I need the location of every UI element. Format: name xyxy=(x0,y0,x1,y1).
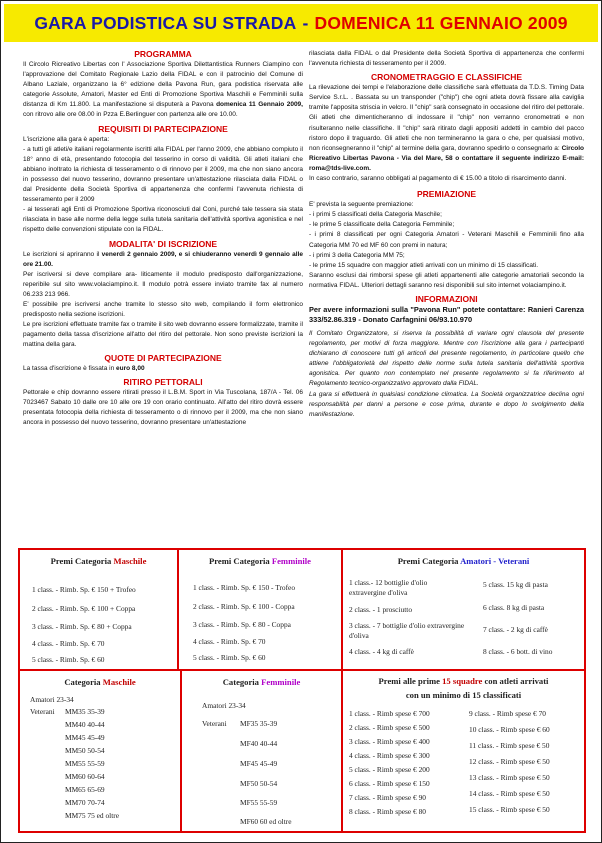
premi-amatori-title-label: Premi Categoria xyxy=(397,556,459,566)
premi-squadre-row: 5 class. - Rimb spese € 200 xyxy=(349,765,430,774)
categoria-femminile-title xyxy=(182,677,341,687)
premi-maschile-title-label: Premi Categoria xyxy=(50,556,112,566)
categoria-femminile-row: MF50 50-54 xyxy=(240,779,278,788)
premi-maschile-row: 4 class. - Rimb. Sp. € 70 xyxy=(32,639,105,648)
premi-femminile-cell xyxy=(179,550,341,669)
premi-squadre-cell xyxy=(343,671,584,833)
premi-amatori-row: 8 class. - 6 bott. di vino xyxy=(483,647,553,656)
premi-femminile-row: 3 class. - Rimb. Sp. € 80 - Coppa xyxy=(193,620,291,629)
categoria-femminile-row: MF60 60 ed oltre xyxy=(240,817,292,826)
premi-squadre-row: 10 class. - Rimb spese € 60 xyxy=(469,725,550,734)
left-column xyxy=(23,49,303,428)
modalita-text-part1: Le iscrizioni si apriranno il xyxy=(23,250,100,258)
ritiro-heading: RITIRO PETTORALI xyxy=(123,376,203,387)
modalita-dates: venerdì 2 gennaio 2009, e si chiuderanno venerdì 9 gennaio alle ore 21.00. xyxy=(23,250,304,268)
premi-amatori-title xyxy=(343,556,584,566)
continuation-text: rilasciata dalla FIDAL o dal Presidente della Società Sportiva di appartenenza che confermi l'avvenuta richiesta di tesseramento per il 2009. xyxy=(309,50,584,68)
premi-femminile-title-cat: Femminile xyxy=(271,556,311,566)
categoria-femminile-title-label: Categoria xyxy=(222,677,259,687)
requisiti-text: L'iscrizione alla gara è aperta: - a tutti gli atleti/e italiani regolarmente iscritti alla FIDAL per l'anno 2009, che abbiano compiuto il 18° anno di età, presentando fotocopia del tesserino in corso di validità. Gli atleti italiani che abbiano inoltrato la richiesta di tesseramento o di rinnovo per il 2009, ma che non siano ancora in possesso del nuovo tesserino, dovranno presentare un'attestazione rilasciata dalla FIDAL o dal Presidente della Società Sportiva di appartenenza che confermi l'avvenuta richiesta di tesseramento per il 2009 - ai tesserati agli Enti di Promozione Sportiva riconosciuti dal Coni, purché tale tessera sia stata rilasciata in base alle norme della legge sulla tutela sanitaria dell'attività sportiva agonistica e nel rispetto delle convenzioni stipulate con la FIDAL. xyxy=(23,135,303,234)
modalita-text-b: Per iscriversi si deve compilare ara- liticamente il modulo predisposto dall'organizzazione, reperibile sul sito www.volaciampino.it. Il modulo potrà essere inviato tramite fax al numero 06.233 213 966. E' possibile pre iscriversi anche tramite lo stesso sito web, compilando il form elettronico predisposto nella sezione iscrizioni. Le pre iscrizioni effettuate tramite fax o tramite il sito web dovranno essere formalizzate, tramite il pagamento della tassa d'iscrizione all'atto del ritiro del pettorale. Non sono previste iscrizioni la mattina della gara. xyxy=(23,270,303,349)
premi-squadre-subtitle: con un minimo di 15 classificati xyxy=(405,690,522,700)
premi-femminile-row: 4 class. - Rimb. Sp. € 70 xyxy=(193,637,266,646)
categoria-femminile-amatori: Amatori 23-34 xyxy=(202,701,246,710)
categoria-maschile-row: MM75 75 ed oltre xyxy=(65,811,119,820)
premi-maschile-cell xyxy=(20,550,177,669)
cronometraggio-text xyxy=(309,83,584,174)
programma-date: domenica 11 Gennaio 2009, xyxy=(216,101,303,109)
programma-text xyxy=(23,60,303,121)
premi-squadre-row: 1 class. - Rimb spese € 700 xyxy=(349,709,430,718)
categoria-maschile-cell xyxy=(20,671,180,833)
quote-text xyxy=(23,364,303,374)
premi-squadre-title xyxy=(343,676,584,686)
programma-heading: PROGRAMMA xyxy=(134,49,192,59)
premi-squadre-row: 9 class. - Rimb spese € 70 xyxy=(469,709,546,718)
premi-femminile-row: 1 class. - Rimb. Sp. € 150 - Trofeo xyxy=(193,583,296,592)
categoria-maschile-amatori: Amatori 23-34 xyxy=(30,695,74,704)
programma-text-part1: Il Circolo Ricreativo Libertas con l' Associazione Sportiva Dilettantistica Runners Ciampino con l'approvazione del Comitato Regionale Lazio della FIDAL e con il patrocinio del Comune di Albano Laziale, organizzano la 6° edizione della Pavona Run, gara podistica riservata alle categorie Assolute, Amatori, Master ed Enti di Promozione Sportiva Maschili e Femminili sulla distanza di Km 11.800. La manifestazione si disputerà a Pavona xyxy=(23,61,303,109)
modalita-heading: MODALITA' DI ISCRIZIONE xyxy=(108,238,218,249)
premiazione-heading: PREMIAZIONE xyxy=(416,189,477,200)
premi-squadre-row: 4 class. - Rimb spese € 300 xyxy=(349,751,430,760)
premi-squadre-title-label: Premi alle prime xyxy=(378,676,440,686)
premi-squadre-row: 11 class. - Rimb spese € 50 xyxy=(469,741,550,750)
event-title: GARA PODISTICA SU STRADA xyxy=(34,12,297,33)
premi-amatori-row: 1 class.- 12 bottiglie d'olio extravergine d'oliva xyxy=(349,578,428,597)
event-date: DOMENICA 11 GENNAIO 2009 xyxy=(314,12,568,33)
informazioni-text: Per avere informazioni sulla "Pavona Run" potete contattare: Ranieri Carenza 333/52.86.319 - Donato Carfagnini 06/93.10.970 xyxy=(309,304,584,324)
categoria-maschile-row: MM35 35-39 xyxy=(65,707,105,716)
categoria-femminile-row: MF35 35-39 xyxy=(240,719,278,728)
premi-squadre-title-count: 15 squadre xyxy=(442,676,483,686)
crono-text-part1: La rilevazione dei tempi e l'elaborazione delle classifiche sarà effettuata da T.D.S. Timing Data Service S.r.L. . Bassata su un transponder ("chip") che ogni atleta dovrà fissare alla caviglia tramite l'apposita striscia in velcro. Il "chip" sarà consegnato in occasione del ritiro del pettorale. Gli atleti che dimenticheranno di indossare il "chip" non verranno cronometrati e non risulteranno nelle classifiche. Il "chip" sarà ritirato dagli appositi addetti in cambio del pacco ristoro dopo il traguardo. Gli atleti che non termineranno la gara o che, per qualsiasi motivo, non riconsegneranno il "chip" al termine della gara, dovranno spedirlo o consegnarlo a: xyxy=(309,84,584,152)
categoria-femminile-row: MF55 55-59 xyxy=(240,798,278,807)
cronometraggio-heading: CRONOMETRAGGIO E CLASSIFICHE xyxy=(370,72,523,83)
cronometraggio-text-2: In caso contrario, saranno obbligati al pagamento di € 15.00 a titolo di risarcimento danni. xyxy=(309,175,567,183)
premi-amatori-row: 6 class. 8 kg di pasta xyxy=(483,603,545,612)
categoria-femminile-title-cat: Femminile xyxy=(261,677,301,687)
premi-amatori-cell xyxy=(343,550,584,669)
title-banner xyxy=(4,4,598,42)
categoria-maschile-title xyxy=(20,677,180,687)
premi-amatori-row: 3 class. - 7 bottiglie d'olio extravergine d'oliva xyxy=(349,621,465,640)
categoria-maschile-row: MM65 65-69 xyxy=(65,785,105,794)
title-separator: - xyxy=(302,12,309,33)
premi-squadre-row: 7 class. - Rimb spese € 90 xyxy=(349,793,426,802)
premi-amatori-row: 5 class. 15 kg di pasta xyxy=(483,580,548,589)
modalita-text-a xyxy=(23,250,303,270)
premi-amatori-row: 4 class. - 4 kg di caffè xyxy=(349,647,414,656)
premi-maschile-title-cat: Maschile xyxy=(113,556,147,566)
categoria-maschile-row: MM40 40-44 xyxy=(65,720,105,729)
premi-squadre-title-suffix: con atleti arrivati xyxy=(484,676,549,686)
quote-label: La tassa d'iscrizione è fissata in xyxy=(23,365,115,373)
premi-femminile-row: 2 class. - Rimb. Sp. € 100 - Coppa xyxy=(193,602,295,611)
categoria-femminile-row: MF40 40-44 xyxy=(240,739,278,748)
premi-squadre-row: 8 class. - Rimb spese € 80 xyxy=(349,807,426,816)
premi-maschile-row: 5 class. - Rimb. Sp. € 60 xyxy=(32,655,105,664)
premi-squadre-row: 15 class. - Rimb spese € 50 xyxy=(469,805,550,814)
premi-amatori-row: 2 class. - 1 prosciutto xyxy=(349,605,413,614)
requisiti-heading: REQUISITI DI PARTECIPAZIONE xyxy=(98,123,228,134)
prizes-grid xyxy=(18,548,586,833)
premi-squadre-row: 12 class. - Rimb spese € 50 xyxy=(469,757,550,766)
categoria-femminile-cell xyxy=(182,671,341,833)
premi-maschile-row: 1 class. - Rimb. Sp. € 150 + Trofeo xyxy=(32,585,136,594)
quote-heading: QUOTE DI PARTECIPAZIONE xyxy=(104,353,222,364)
categoria-maschile-title-cat: Maschile xyxy=(102,677,136,687)
categoria-femminile-row: MF45 45-49 xyxy=(240,759,278,768)
premi-squadre-row: 14 class. - Rimb spese € 50 xyxy=(469,789,550,798)
categoria-maschile-row: MM60 60-64 xyxy=(65,772,105,781)
premiazione-text: E' prevista la seguente premiazione: - i primi 5 classificati della Categoria Maschile; - le prime 5 classificate della Categoria Femminile; - i primi 8 classificati per ogni Categoria Amatori - Veterani Maschili e Femminili fino alla Categoria MM 70 ed MF 60 con premi in natura; - i primi 3 della Categoria MM 75; - le prime 15 squadre con maggior atleti arrivati con un minimo di 15 classificati. Saranno esclusi dai rimborsi spese gli atleti appartenenti alle categorie amatoriali secondo la normativa FIDAL. Ulteriori dettagli saranno resi disponibili sul sito internet volaciampino.it. xyxy=(309,201,584,289)
quote-amount: euro 8,00 xyxy=(116,365,145,373)
premi-maschile-row: 3 class. - Rimb. Sp. € 80 + Coppa xyxy=(32,622,132,631)
premi-femminile-row: 5 class. - Rimb. Sp. € 60 xyxy=(193,653,266,662)
premi-femminile-title-label: Premi Categoria xyxy=(209,556,270,566)
informazioni-heading: INFORMAZIONI xyxy=(415,293,478,304)
categoria-femminile-veterani-label: Veterani xyxy=(202,719,227,728)
premi-amatori-title-cat: Amatori - Veterani xyxy=(460,556,530,566)
programma-text-part2: con ritrovo alle ore 08.00 in Pzza E.Berlinguer con partenza alle ore 10.00. xyxy=(23,111,238,119)
categoria-maschile-row: MM50 50-54 xyxy=(65,746,105,755)
categoria-maschile-row: MM45 45-49 xyxy=(65,733,105,742)
premi-squadre-row: 3 class. - Rimb spese € 400 xyxy=(349,737,430,746)
premi-maschile-row: 2 class. - Rimb. Sp. € 100 + Coppa xyxy=(32,604,136,613)
right-column xyxy=(309,49,584,420)
premi-maschile-title xyxy=(20,556,177,566)
premi-squadre-row: 2 class. - Rimb spese € 500 xyxy=(349,723,430,732)
disclaimer-text: Il Comitato Organizzatore, si riserva la possibilità di variare ogni clausola del presente regolamento, per motivi di forza maggiore. Mentre con l'iscrizione alla gara i partecipanti dichiarano di conoscere tutti gli articoli del presente regolamento, in particolare quello che attiene l'obbligatorietà del rispetto delle norme sulla tutela sanitaria dell'attività sportiva agonistica. Per quanto non contemplato nel presente regolamento si fa riferimento al Regolamento tecnico-organizzativo approvato dalla FIDAL. La gara si effettuerà in qualsiasi condizione climatica. La Società organizzatrice declina ogni responsabilità per danni a persone e cose prima, durante e dopo lo svolgimento della manifestazione. xyxy=(309,329,584,418)
categoria-maschile-veterani-label: Veterani xyxy=(30,707,55,716)
ritiro-text: Pettorale e chip dovranno essere ritirati presso il L.B.M. Sport in Via Tuscolana, 187/A - Tel. 06 7023467 Sabato 10 dalle ore 10 alle ore 19 con orario continuato. All'atto del ritiro dovrà essere presentata fotocopia della richiesta di tesseramento o di rinnovo per il 2009, ma che non siano ancora in possesso del nuovo tesserino, dovranno presentare un'attestazione xyxy=(23,388,303,426)
categoria-maschile-row: MM70 70-74 xyxy=(65,798,105,807)
premi-squadre-row: 13 class. - Rimb spese € 50 xyxy=(469,773,550,782)
categoria-maschile-title-label: Categoria xyxy=(64,677,101,687)
premi-amatori-row: 7 class. - 2 kg di caffè xyxy=(483,625,548,634)
crono-contact: Circolo Ricreativo Libertas Pavona - Via del Mare, 58 o contattare il seguente indirizzo E-mail: roma@tds-live.com. xyxy=(309,144,584,172)
premi-squadre-row: 6 class. - Rimb spese € 150 xyxy=(349,779,430,788)
categoria-maschile-row: MM55 55-59 xyxy=(65,759,105,768)
premi-femminile-title xyxy=(179,556,341,566)
